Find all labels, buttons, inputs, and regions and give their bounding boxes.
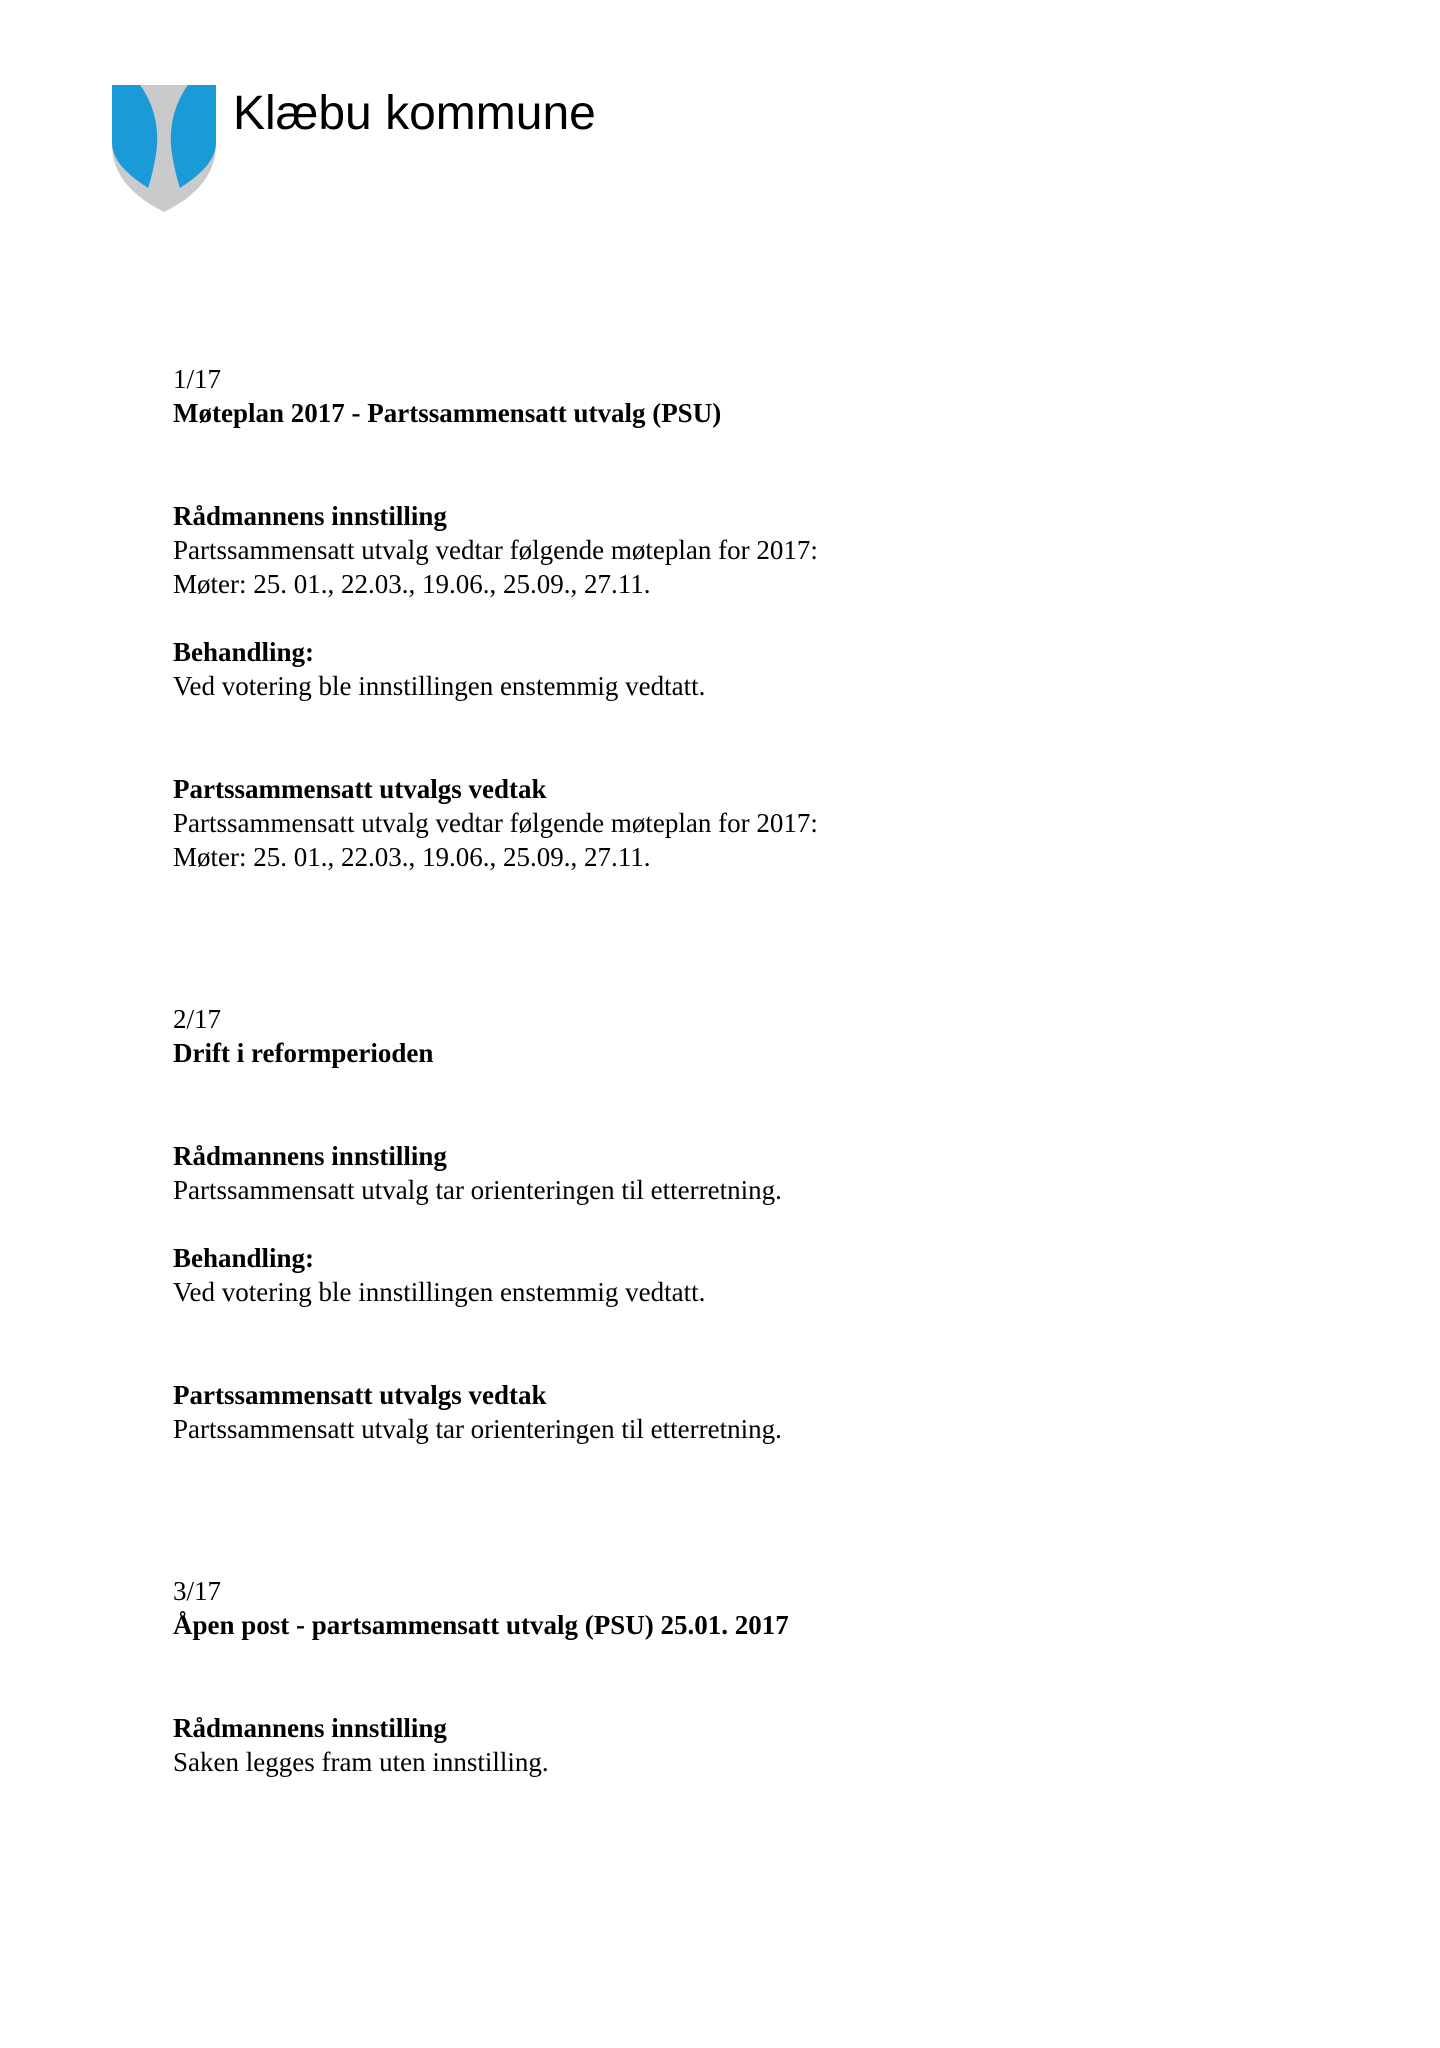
org-name: Klæbu kommune bbox=[233, 87, 596, 140]
section-heading: Behandling: bbox=[173, 637, 315, 667]
section-innstilling bbox=[173, 1711, 1323, 1779]
section-text: Ved votering ble innstillingen enstemmig vedtatt. bbox=[173, 671, 706, 701]
section-innstilling bbox=[173, 1139, 1323, 1207]
section-innstilling bbox=[173, 499, 1323, 601]
case-2 bbox=[173, 1002, 1323, 1446]
coat-of-arms-icon bbox=[110, 84, 218, 212]
section-heading: Rådmannens innstilling bbox=[173, 1141, 447, 1171]
case-title: Drift i reformperioden bbox=[173, 1038, 434, 1068]
section-text: Partssammensatt utvalg vedtar følgende møteplan for 2017: Møter: 25. 01., 22.03., 19.06., 25.09., 27.11. bbox=[173, 808, 818, 872]
section-text: Saken legges fram uten innstilling. bbox=[173, 1747, 549, 1777]
case-1 bbox=[173, 362, 1323, 874]
section-vedtak bbox=[173, 1378, 1323, 1446]
section-text: Ved votering ble innstillingen enstemmig vedtatt. bbox=[173, 1277, 706, 1307]
section-text: Partssammensatt utvalg tar orienteringen til etterretning. bbox=[173, 1175, 782, 1205]
case-title: Åpen post - partsammensatt utvalg (PSU) 25.01. 2017 bbox=[173, 1610, 789, 1640]
section-heading: Rådmannens innstilling bbox=[173, 501, 447, 531]
section-heading: Partssammensatt utvalgs vedtak bbox=[173, 774, 547, 804]
section-behandling bbox=[173, 1241, 1323, 1309]
case-number: 1/17 bbox=[173, 364, 222, 394]
section-heading: Rådmannens innstilling bbox=[173, 1713, 447, 1743]
section-heading: Partssammensatt utvalgs vedtak bbox=[173, 1380, 547, 1410]
section-behandling bbox=[173, 635, 1323, 703]
page-header bbox=[110, 84, 810, 214]
case-title: Møteplan 2017 - Partssammensatt utvalg (PSU) bbox=[173, 398, 722, 428]
minutes-content bbox=[173, 362, 1323, 1779]
section-heading: Behandling: bbox=[173, 1243, 315, 1273]
case-number: 3/17 bbox=[173, 1576, 222, 1606]
case-number: 2/17 bbox=[173, 1004, 222, 1034]
section-text: Partssammensatt utvalg vedtar følgende møteplan for 2017: Møter: 25. 01., 22.03., 19.06., 25.09., 27.11. bbox=[173, 535, 818, 599]
section-vedtak bbox=[173, 772, 1323, 874]
section-text: Partssammensatt utvalg tar orienteringen til etterretning. bbox=[173, 1414, 782, 1444]
case-3 bbox=[173, 1574, 1323, 1779]
